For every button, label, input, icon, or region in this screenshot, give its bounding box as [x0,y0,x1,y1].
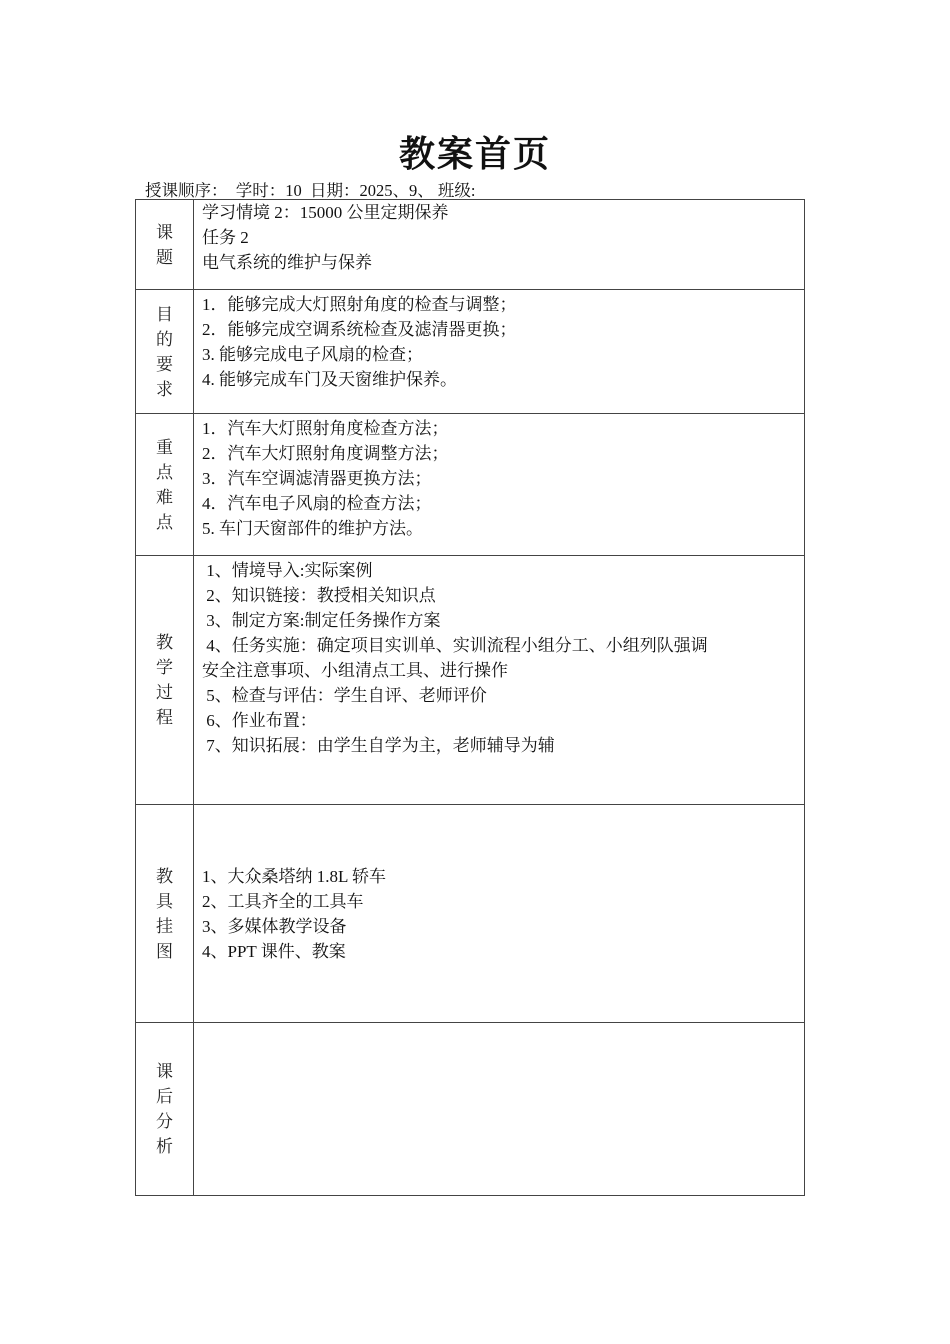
row-label-reflect: 课后分析 [156,1062,173,1156]
goal-line: 2．能够完成空调系统检查及滤清器更换； [202,320,517,339]
lesson-plan-table [135,199,805,1196]
aid-line: 2、工具齐全的工具车 [202,891,364,911]
label-cell-topic [136,200,194,290]
aid-line: 3、多媒体教学设备 [202,916,347,936]
label-cell-process [136,556,194,805]
topic-line: 学习情境 2：15000 公里定期保养 [202,203,449,222]
label-cell-goals [136,290,194,414]
row-label-keys: 重点难点 [156,437,173,532]
content-cell-keys [194,414,805,556]
key-point-line: 2．汽车大灯照射角度调整方法； [202,444,449,463]
process-line: 6、作业布置： [202,711,317,730]
label-cell-reflect [136,1023,194,1196]
row-label-process: 教学过程 [156,633,173,727]
key-point-line: 1．汽车大灯照射角度检查方法； [202,419,449,438]
content-cell-reflect [194,1023,805,1196]
row-topic [136,200,805,290]
topic-line: 电气系统的维护与保养 [202,253,372,272]
process-line: 5、检查与评估：学生自评、老师评价 [202,686,487,705]
aid-line: 4、PPT 课件、教案 [202,941,346,961]
page-title: 教案首页 [398,134,551,175]
row-reflect [136,1023,805,1196]
content-cell-aids [194,805,805,1023]
row-label-goals: 目的要求 [156,304,173,399]
aid-line: 1、大众桑塔纳 1.8L 轿车 [202,866,387,886]
process-line: 2、知识链接：教授相关知识点 [202,586,436,605]
row-label-aids: 教具挂图 [156,866,173,961]
goal-line: 3. 能够完成电子风扇的检查； [202,345,423,364]
goal-line: 4. 能够完成车门及天窗维护保养。 [202,370,457,389]
goal-line: 1．能够完成大灯照射角度的检查与调整； [202,295,517,314]
content-cell-topic [194,200,805,290]
process-line: 1、情境导入:实际案例 [202,561,373,580]
content-cell-process [194,556,805,805]
row-process [136,556,805,805]
process-line: 安全注意事项、小组清点工具、进行操作 [202,661,508,680]
topic-line: 任务 2 [202,228,249,247]
label-cell-keys [136,414,194,556]
row-goals [136,290,805,414]
row-aids [136,805,805,1023]
row-keys [136,414,805,556]
process-line: 7、知识拓展：由学生自学为主，老师辅导为辅 [202,736,555,755]
label-cell-aids [136,805,194,1023]
content-cell-goals [194,290,805,414]
key-point-line: 4．汽车电子风扇的检查方法； [202,494,432,513]
process-line: 4、任务实施：确定项目实训单、实训流程小组分工、小组列队强调 [202,636,708,655]
key-point-line: 3．汽车空调滤清器更换方法； [202,469,432,488]
key-point-line: 5. 车门天窗部件的维护方法。 [202,519,423,538]
meta-line: 授课顺序： 学时：10 日期：2025、9、 班级: [145,181,476,200]
process-line: 3、制定方案:制定任务操作方案 [202,611,441,630]
row-label-topic: 课题 [156,222,173,267]
